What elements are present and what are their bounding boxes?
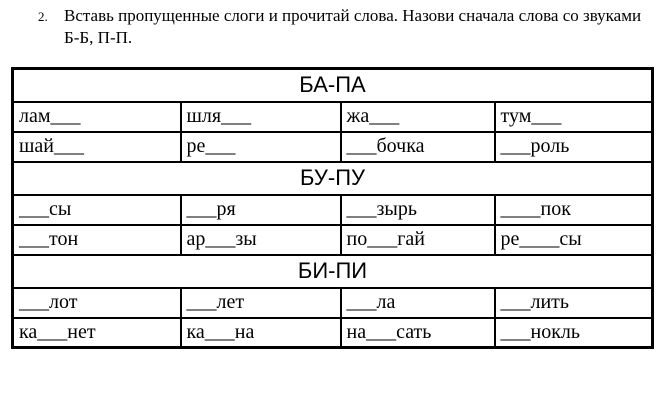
word-cell: жа___ xyxy=(341,102,495,132)
word-cell: ___лот xyxy=(13,288,181,318)
word-cell: тум___ xyxy=(495,102,653,132)
syllable-table xyxy=(11,67,654,349)
word-row xyxy=(13,195,653,225)
word-cell: лам___ xyxy=(13,102,181,132)
section-header-row xyxy=(13,69,653,102)
word-cell: ка___нет xyxy=(13,318,181,348)
word-cell: ___тон xyxy=(13,225,181,255)
word-cell: ___бочка xyxy=(341,132,495,162)
word-cell: шай___ xyxy=(13,132,181,162)
word-row xyxy=(13,288,653,318)
section-header-row xyxy=(13,255,653,288)
word-cell: ____пок xyxy=(495,195,653,225)
word-cell: ре___ xyxy=(181,132,341,162)
word-cell: ар___зы xyxy=(181,225,341,255)
word-cell: ре____сы xyxy=(495,225,653,255)
word-cell: ___нокль xyxy=(495,318,653,348)
task-number: 2. xyxy=(38,9,48,24)
word-row xyxy=(13,318,653,348)
word-row xyxy=(13,225,653,255)
section-header: БИ-ПИ xyxy=(13,255,653,288)
word-cell: шля___ xyxy=(181,102,341,132)
task-text: Вставь пропущенные слоги и прочитай слова. Назови сначала слова со звуками Б-Б, П-П. xyxy=(64,6,642,47)
section-header-row xyxy=(13,162,653,195)
word-row xyxy=(13,132,653,162)
word-cell: ___лет xyxy=(181,288,341,318)
word-cell: на___сать xyxy=(341,318,495,348)
section-header: БУ-ПУ xyxy=(13,162,653,195)
word-cell: ___зырь xyxy=(341,195,495,225)
word-cell: ка___на xyxy=(181,318,341,348)
word-cell: ___сы xyxy=(13,195,181,225)
word-cell: ___ря xyxy=(181,195,341,225)
word-cell: ___роль xyxy=(495,132,653,162)
word-cell: по___гай xyxy=(341,225,495,255)
word-cell: ___ла xyxy=(341,288,495,318)
word-row xyxy=(13,102,653,132)
word-cell: ___лить xyxy=(495,288,653,318)
section-header: БА-ПА xyxy=(13,69,653,102)
